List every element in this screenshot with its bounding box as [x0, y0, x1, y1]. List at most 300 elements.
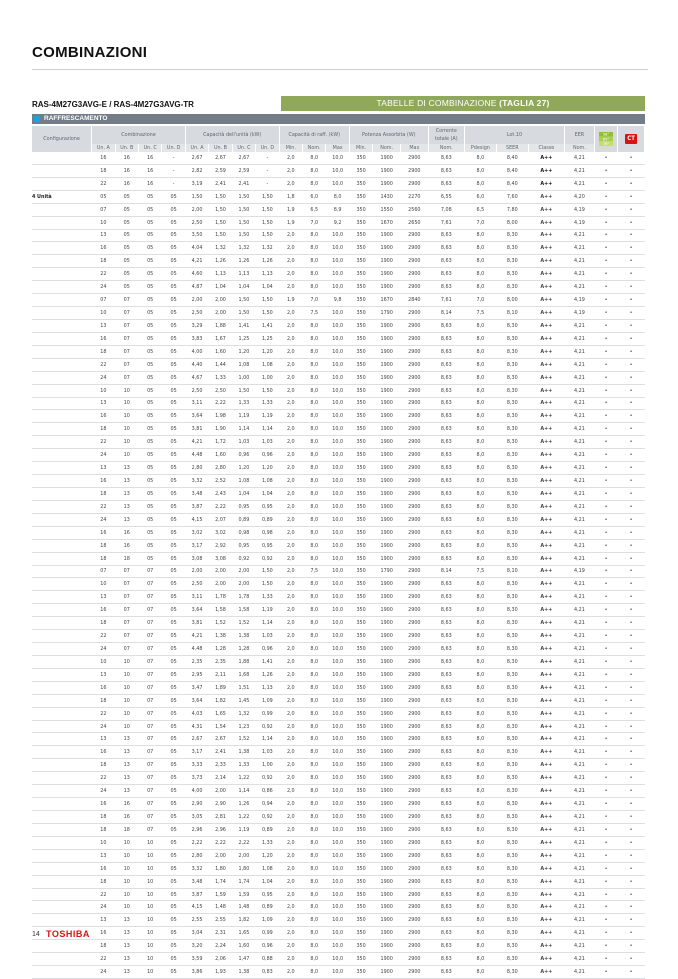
energy-class-cell: A++ — [528, 423, 564, 436]
table-cell: 07 — [138, 578, 161, 591]
table-cell: 2900 — [401, 914, 429, 927]
config-cell — [32, 681, 92, 694]
table-cell: 8,0 — [303, 345, 326, 358]
table-cell: 07 — [115, 345, 138, 358]
table-cell: 2900 — [401, 332, 429, 345]
table-cell: 07 — [138, 617, 161, 630]
table-cell: 05 — [162, 526, 185, 539]
table-cell: 18 — [92, 759, 115, 772]
energy-class-cell: A++ — [528, 177, 564, 190]
table-row — [32, 358, 645, 371]
table-cell: 1900 — [373, 358, 401, 371]
table-cell: 1790 — [373, 307, 401, 320]
table-cell: 4,21 — [564, 630, 594, 643]
table-cell: 05 — [138, 410, 161, 423]
table-cell: • — [594, 630, 617, 643]
table-cell: 16 — [115, 164, 138, 177]
table-cell: 8,0 — [464, 423, 496, 436]
table-cell: 8,0 — [303, 655, 326, 668]
table-cell: 8,0 — [464, 759, 496, 772]
table-cell: • — [594, 798, 617, 811]
table-cell: 1,14 — [232, 423, 255, 436]
table-cell: 2,0 — [279, 668, 302, 681]
table-cell: 1,65 — [209, 707, 232, 720]
config-cell — [32, 281, 92, 294]
table-cell: 10,0 — [326, 578, 349, 591]
config-cell — [32, 668, 92, 681]
table-cell: 07 — [138, 655, 161, 668]
table-cell: 8,0 — [464, 319, 496, 332]
table-cell: 8,0 — [464, 694, 496, 707]
table-cell: 07 — [92, 294, 115, 307]
energy-class-cell: A++ — [528, 617, 564, 630]
table-cell: 10,0 — [326, 604, 349, 617]
config-cell — [32, 901, 92, 914]
table-cell: 10 — [115, 901, 138, 914]
table-cell: 7,08 — [428, 203, 464, 216]
table-cell: 05 — [138, 268, 161, 281]
table-cell: 1,25 — [256, 332, 279, 345]
table-cell: 05 — [115, 242, 138, 255]
config-cell — [32, 811, 92, 824]
table-cell: 1900 — [373, 823, 401, 836]
table-cell: 05 — [162, 849, 185, 862]
energy-class-cell: A++ — [528, 345, 564, 358]
table-cell: 350 — [349, 759, 372, 772]
table-cell: • — [618, 384, 645, 397]
table-cell: 2,0 — [279, 513, 302, 526]
table-cell: 350 — [349, 617, 372, 630]
table-cell: 10,0 — [326, 888, 349, 901]
energy-class-cell: A++ — [528, 449, 564, 462]
table-cell: 05 — [162, 281, 185, 294]
table-cell: 6,55 — [428, 190, 464, 203]
table-cell: 1900 — [373, 811, 401, 824]
table-cell: 2,22 — [209, 836, 232, 849]
table-cell: 10 — [115, 720, 138, 733]
table-cell: 1900 — [373, 901, 401, 914]
table-cell: 2,11 — [209, 668, 232, 681]
table-cell: 10 — [115, 655, 138, 668]
table-row — [32, 966, 645, 979]
table-cell: 8,0 — [464, 539, 496, 552]
table-cell: 4,40 — [185, 358, 208, 371]
config-cell — [32, 345, 92, 358]
table-cell: 2,0 — [279, 164, 302, 177]
energy-class-cell: A++ — [528, 914, 564, 927]
table-cell: 2,0 — [279, 423, 302, 436]
table-cell: 8,0 — [303, 319, 326, 332]
table-cell: 8,63 — [428, 591, 464, 604]
table-cell: 13 — [115, 462, 138, 475]
table-row — [32, 255, 645, 268]
config-cell — [32, 255, 92, 268]
table-cell: 350 — [349, 940, 372, 953]
table-cell: 1,08 — [256, 358, 279, 371]
energy-class-cell: A++ — [528, 966, 564, 979]
table-cell: 1900 — [373, 914, 401, 927]
table-cell: 05 — [162, 966, 185, 979]
table-cell: 05 — [138, 500, 161, 513]
table-cell: • — [594, 526, 617, 539]
config-cell — [32, 216, 92, 229]
table-cell: 8,30 — [496, 345, 528, 358]
table-cell: 1,60 — [209, 449, 232, 462]
table-cell: • — [594, 294, 617, 307]
table-cell: 05 — [138, 449, 161, 462]
table-cell: • — [618, 733, 645, 746]
table-cell: 4,21 — [564, 358, 594, 371]
table-cell: 8,0 — [303, 617, 326, 630]
table-cell: 1900 — [373, 733, 401, 746]
table-cell: 350 — [349, 862, 372, 875]
table-cell: 8,63 — [428, 255, 464, 268]
table-cell: 2900 — [401, 720, 429, 733]
table-cell: 2,0 — [279, 630, 302, 643]
table-cell: 1,50 — [232, 203, 255, 216]
table-cell: 2,0 — [279, 901, 302, 914]
table-cell: 2,0 — [279, 953, 302, 966]
table-cell: 2900 — [401, 953, 429, 966]
table-cell: 4,21 — [564, 539, 594, 552]
table-cell: 10 — [92, 578, 115, 591]
table-cell: 8,0 — [303, 229, 326, 242]
energy-class-cell: A++ — [528, 513, 564, 526]
table-cell: 3,81 — [185, 423, 208, 436]
table-cell: 2,41 — [209, 177, 232, 190]
table-cell: • — [594, 655, 617, 668]
table-cell: 2900 — [401, 655, 429, 668]
table-cell: 2,67 — [209, 733, 232, 746]
table-cell: 8,63 — [428, 694, 464, 707]
table-cell: 3,32 — [185, 862, 208, 875]
table-cell: 2900 — [401, 759, 429, 772]
table-row — [32, 319, 645, 332]
table-cell: • — [594, 707, 617, 720]
table-cell: • — [618, 914, 645, 927]
table-cell: • — [594, 164, 617, 177]
table-cell: 2,0 — [279, 229, 302, 242]
table-cell: 8,0 — [303, 694, 326, 707]
table-cell: 4,20 — [564, 190, 594, 203]
subheader-cell: Un. C — [138, 144, 161, 152]
table-cell: 8,30 — [496, 733, 528, 746]
table-cell: 8,0 — [303, 371, 326, 384]
table-cell: 07 — [138, 630, 161, 643]
config-cell — [32, 229, 92, 242]
table-cell: 2,0 — [279, 242, 302, 255]
table-cell: 2900 — [401, 733, 429, 746]
config-cell — [32, 888, 92, 901]
table-cell: 8,0 — [464, 358, 496, 371]
table-cell: 10,0 — [326, 694, 349, 707]
table-cell: 22 — [92, 888, 115, 901]
table-cell: 1,33 — [256, 397, 279, 410]
table-cell: 13 — [92, 591, 115, 604]
table-cell: 05 — [162, 785, 185, 798]
table-cell: 8,30 — [496, 371, 528, 384]
table-cell: 8,63 — [428, 268, 464, 281]
table-cell: 10 — [115, 681, 138, 694]
table-cell: 2,59 — [232, 164, 255, 177]
table-cell: 4,21 — [564, 875, 594, 888]
table-cell: 05 — [115, 229, 138, 242]
table-cell: 8,0 — [303, 449, 326, 462]
table-cell: 1,50 — [232, 294, 255, 307]
table-cell: 4,21 — [564, 966, 594, 979]
table-cell: • — [594, 578, 617, 591]
table-cell: 16 — [115, 539, 138, 552]
table-cell: 350 — [349, 811, 372, 824]
table-cell: 3,47 — [185, 681, 208, 694]
table-row — [32, 785, 645, 798]
table-row — [32, 203, 645, 216]
table-cell: 3,02 — [209, 526, 232, 539]
table-cell: 07 — [115, 617, 138, 630]
table-cell: • — [618, 746, 645, 759]
table-cell: 1,54 — [209, 720, 232, 733]
table-cell: 10,0 — [326, 565, 349, 578]
table-cell: • — [594, 643, 617, 656]
table-cell: 05 — [162, 449, 185, 462]
config-cell — [32, 384, 92, 397]
table-cell: 8,30 — [496, 901, 528, 914]
table-cell: 8,0 — [464, 617, 496, 630]
table-cell: 4,21 — [564, 268, 594, 281]
table-cell: 8,0 — [326, 190, 349, 203]
table-cell: 18 — [92, 539, 115, 552]
table-cell: 8,63 — [428, 707, 464, 720]
table-cell: • — [594, 384, 617, 397]
table-cell: 2900 — [401, 565, 429, 578]
table-cell: 1900 — [373, 617, 401, 630]
subheader-cell: Max — [326, 144, 349, 152]
table-cell: 1,08 — [256, 862, 279, 875]
table-cell: 1900 — [373, 578, 401, 591]
table-cell: 2,90 — [209, 798, 232, 811]
table-cell: 3,08 — [185, 552, 208, 565]
table-cell: 2900 — [401, 345, 429, 358]
table-cell: 10,0 — [326, 836, 349, 849]
table-row — [32, 513, 645, 526]
energy-class-cell: A++ — [528, 384, 564, 397]
table-cell: 2,55 — [185, 914, 208, 927]
table-cell: 05 — [162, 862, 185, 875]
table-cell: 22 — [92, 772, 115, 785]
table-cell: 2900 — [401, 707, 429, 720]
table-cell: • — [618, 591, 645, 604]
table-cell: 8,0 — [464, 345, 496, 358]
table-cell: 0,88 — [256, 953, 279, 966]
table-cell: 8,30 — [496, 255, 528, 268]
config-cell — [32, 203, 92, 216]
table-cell: 2900 — [401, 281, 429, 294]
model-name: RAS-4M27G3AVG-E / RAS-4M27G3AVG-TR — [32, 100, 194, 109]
table-cell: 1,50 — [256, 565, 279, 578]
table-cell: 22 — [92, 268, 115, 281]
table-cell: 1,41 — [232, 319, 255, 332]
table-cell: 1,50 — [256, 203, 279, 216]
table-cell: 2,24 — [209, 940, 232, 953]
table-cell: 10 — [92, 655, 115, 668]
config-cell — [32, 849, 92, 862]
table-cell: 8,30 — [496, 836, 528, 849]
table-cell: 05 — [138, 255, 161, 268]
table-cell: 1,50 — [232, 307, 255, 320]
table-cell: 1,65 — [232, 927, 255, 940]
table-cell: 16 — [92, 798, 115, 811]
table-cell: 10 — [115, 423, 138, 436]
config-cell — [32, 591, 92, 604]
table-cell: 4,21 — [564, 940, 594, 953]
table-cell: 350 — [349, 604, 372, 617]
energy-class-cell: A++ — [528, 681, 564, 694]
table-cell: 7,61 — [428, 216, 464, 229]
table-cell: 4,04 — [185, 242, 208, 255]
config-cell — [32, 643, 92, 656]
table-cell: 10,0 — [326, 811, 349, 824]
table-cell: • — [594, 940, 617, 953]
table-cell: 1,04 — [256, 875, 279, 888]
table-cell: 1900 — [373, 966, 401, 979]
table-cell: 1900 — [373, 500, 401, 513]
table-cell: 16 — [115, 526, 138, 539]
table-cell: 4,19 — [564, 294, 594, 307]
table-row — [32, 229, 645, 242]
table-cell: • — [594, 177, 617, 190]
table-cell: 2900 — [401, 668, 429, 681]
table-cell: 2,0 — [279, 578, 302, 591]
table-cell: • — [594, 901, 617, 914]
table-cell: 4,21 — [564, 319, 594, 332]
table-cell: 16 — [92, 526, 115, 539]
table-cell: 8,30 — [496, 849, 528, 862]
table-cell: 8,0 — [303, 591, 326, 604]
table-cell: 2,00 — [185, 565, 208, 578]
table-cell: 3,11 — [185, 591, 208, 604]
table-cell: 350 — [349, 177, 372, 190]
table-cell: 1,08 — [256, 475, 279, 488]
table-cell: 10,0 — [326, 539, 349, 552]
energy-class-cell: A++ — [528, 720, 564, 733]
table-cell: 8,63 — [428, 836, 464, 849]
table-cell: • — [618, 966, 645, 979]
table-cell: 8,63 — [428, 475, 464, 488]
table-cell: • — [618, 823, 645, 836]
energy-class-cell: A++ — [528, 901, 564, 914]
table-cell: 8,0 — [303, 811, 326, 824]
table-cell: - — [162, 164, 185, 177]
table-cell: 350 — [349, 655, 372, 668]
subheader-cell: Un. B — [209, 144, 232, 152]
table-cell: 1,33 — [256, 591, 279, 604]
table-cell: 10,0 — [326, 307, 349, 320]
table-cell: 10,0 — [326, 475, 349, 488]
table-cell: 8,30 — [496, 513, 528, 526]
table-cell: 05 — [138, 281, 161, 294]
table-cell: 8,0 — [303, 888, 326, 901]
table-cell: 22 — [92, 953, 115, 966]
table-cell: 3,04 — [185, 927, 208, 940]
table-cell: 1,98 — [209, 410, 232, 423]
table-cell: 0,86 — [256, 785, 279, 798]
table-cell: 9,8 — [326, 294, 349, 307]
table-cell: - — [162, 152, 185, 164]
table-cell: 350 — [349, 720, 372, 733]
table-cell: 4,19 — [564, 203, 594, 216]
table-cell: • — [594, 307, 617, 320]
table-row — [32, 811, 645, 824]
table-cell: 18 — [115, 823, 138, 836]
table-cell: 10,0 — [326, 707, 349, 720]
table-cell: 8,0 — [303, 436, 326, 449]
table-cell: 2,0 — [279, 772, 302, 785]
table-cell: 05 — [115, 281, 138, 294]
table-cell: • — [618, 307, 645, 320]
table-cell: • — [594, 436, 617, 449]
table-cell: 8,0 — [464, 927, 496, 940]
table-cell: 8,63 — [428, 617, 464, 630]
table-cell: 0,95 — [256, 888, 279, 901]
table-cell: 8,30 — [496, 707, 528, 720]
table-cell: 1,45 — [232, 694, 255, 707]
table-cell: 8,63 — [428, 630, 464, 643]
table-cell: 2,92 — [209, 539, 232, 552]
table-cell: 8,0 — [464, 177, 496, 190]
table-cell: 07 — [138, 746, 161, 759]
energy-class-cell: A++ — [528, 500, 564, 513]
table-cell: 8,0 — [303, 539, 326, 552]
table-cell: 1,03 — [256, 746, 279, 759]
table-cell: 2900 — [401, 255, 429, 268]
table-cell: 2900 — [401, 591, 429, 604]
table-cell: 8,0 — [464, 836, 496, 849]
table-cell: • — [594, 449, 617, 462]
table-cell: 8,0 — [303, 526, 326, 539]
table-row — [32, 177, 645, 190]
table-cell: • — [594, 203, 617, 216]
table-cell: 1900 — [373, 604, 401, 617]
table-cell: 1,90 — [209, 423, 232, 436]
table-cell: • — [618, 513, 645, 526]
table-cell: 18 — [92, 255, 115, 268]
table-cell: 350 — [349, 630, 372, 643]
table-cell: 8,30 — [496, 539, 528, 552]
table-cell: 2,0 — [279, 487, 302, 500]
table-cell: • — [618, 229, 645, 242]
table-cell: 07 — [138, 681, 161, 694]
table-cell: 05 — [162, 268, 185, 281]
table-row — [32, 294, 645, 307]
config-cell — [32, 397, 92, 410]
table-cell: 8,0 — [464, 500, 496, 513]
table-cell: 4,21 — [564, 681, 594, 694]
table-cell: 3,64 — [185, 604, 208, 617]
table-cell: 2900 — [401, 229, 429, 242]
energy-class-cell: A++ — [528, 552, 564, 565]
energy-class-cell: A++ — [528, 281, 564, 294]
table-cell: 2900 — [401, 694, 429, 707]
table-cell: 7,5 — [303, 565, 326, 578]
table-cell: 18 — [92, 552, 115, 565]
table-cell: 4,21 — [564, 862, 594, 875]
table-cell: 2,0 — [279, 358, 302, 371]
table-cell: 8,30 — [496, 746, 528, 759]
table-cell: 8,0 — [464, 281, 496, 294]
table-cell: 8,0 — [464, 643, 496, 656]
table-cell: 2900 — [401, 410, 429, 423]
table-cell: 1,74 — [209, 875, 232, 888]
